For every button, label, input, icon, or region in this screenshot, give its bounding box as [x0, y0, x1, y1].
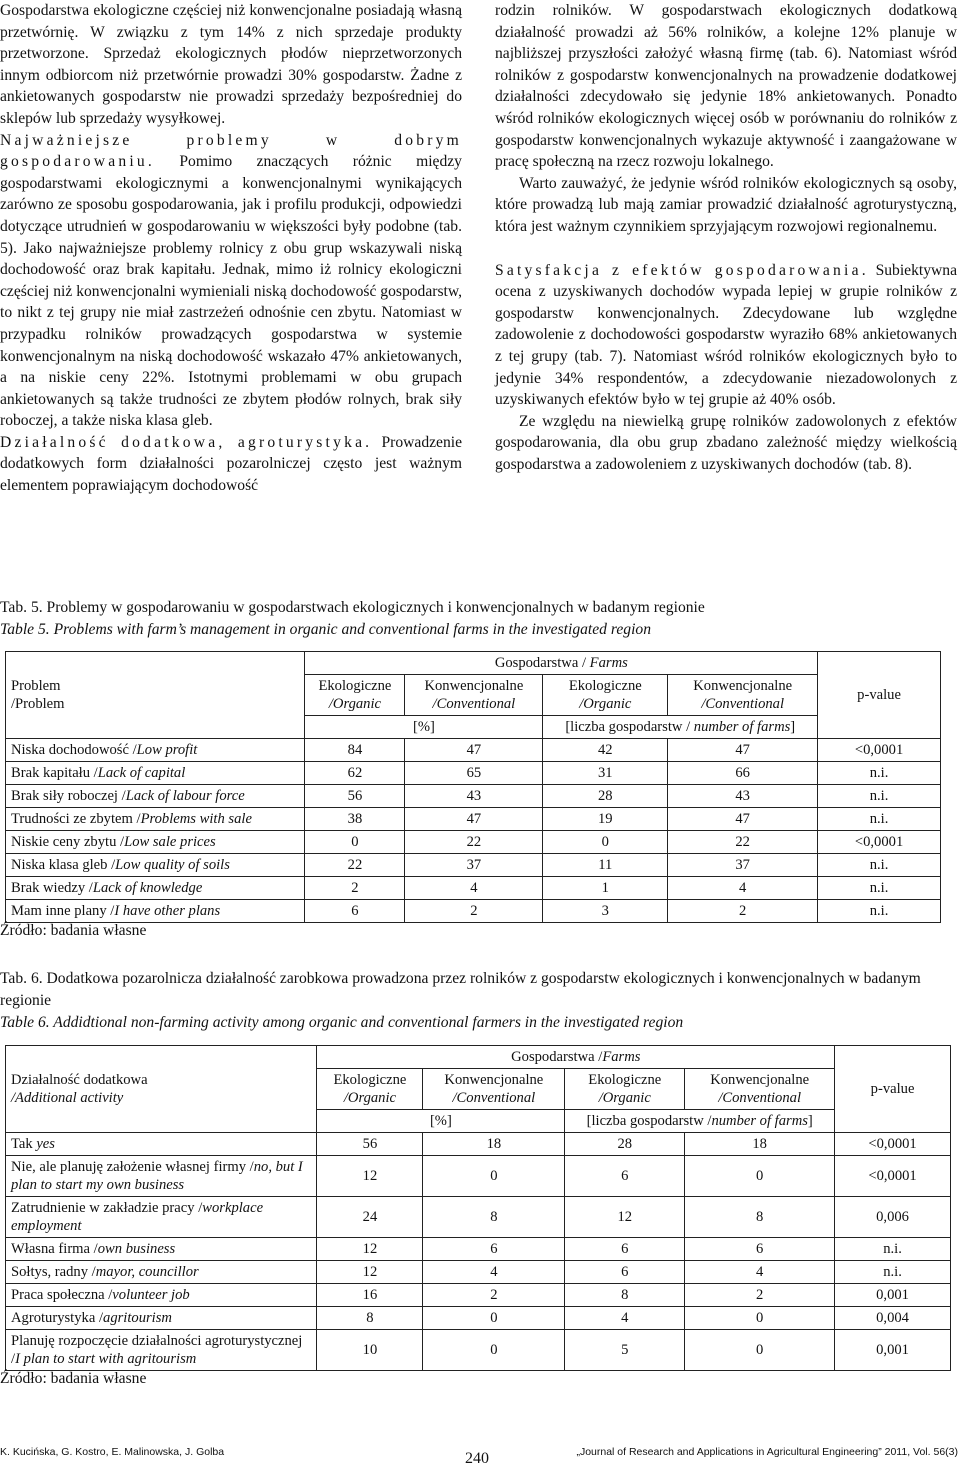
row-label [6, 831, 305, 854]
header-text: Konwencjonalne [444, 1072, 544, 1088]
caption-pl: Tab. 6. Dodatkowa pozarolnicza działalność zarobkowa prowadzona przez rolników z gospodarstw ekologicznych i konwencjonalnych w badanym regionie [0, 970, 921, 1009]
row-label [6, 1330, 317, 1371]
value-cell: 8 [565, 1284, 685, 1307]
table-row [6, 900, 941, 923]
row-label [6, 854, 305, 877]
value-cell: 47 [668, 808, 818, 831]
pvalue-cell: n.i. [818, 762, 941, 785]
row-label-en: Lack of knowledge [92, 880, 203, 896]
header-text: /Organic [328, 696, 382, 712]
header-text: [liczba gospodarstw / [586, 1113, 712, 1129]
pvalue-cell: n.i. [818, 877, 941, 900]
header-text: Gospodarstwa / [511, 1049, 603, 1065]
value-cell: 0 [685, 1156, 835, 1197]
table-row [6, 831, 941, 854]
table-header-row [6, 1046, 951, 1069]
value-cell: 47 [668, 739, 818, 762]
header-text: /Organic [579, 696, 632, 712]
row-label-pl: Brak siły roboczej / [11, 788, 126, 804]
row-label-pl: Własna firma / [11, 1241, 98, 1257]
row-label-en: I plan to start with agritourism [15, 1351, 197, 1367]
value-cell: 38 [305, 808, 405, 831]
header-unit-pct: [%] [305, 716, 543, 739]
value-cell: 2 [305, 877, 405, 900]
value-cell: 4 [668, 877, 818, 900]
table-row [6, 1284, 951, 1307]
table-row [6, 739, 941, 762]
header-eko [317, 1069, 423, 1110]
pvalue-cell: <0,0001 [835, 1156, 951, 1197]
right-column [495, 0, 957, 475]
header-text: Ekologiczne [318, 678, 392, 694]
caption-pl: Tab. 5. Problemy w gospodarowaniu w gospodarstwach ekologicznych i konwencjonalnych w badanym regionie [0, 599, 705, 616]
header-text: /Organic [343, 1090, 397, 1106]
header-text: Farms [602, 1049, 641, 1065]
value-cell: 31 [543, 762, 668, 785]
value-cell: 65 [405, 762, 543, 785]
row-label-en: no, but I plan to start my own business [11, 1159, 303, 1193]
table5-source: Źródło: badania własne [0, 922, 147, 939]
row-label [6, 877, 305, 900]
table-row [6, 1238, 951, 1261]
value-cell: 12 [565, 1197, 685, 1238]
row-label-en: agritourism [103, 1310, 172, 1326]
row-label-en: I have other plans [114, 903, 221, 919]
row-label [6, 1261, 317, 1284]
row-label-pl: Tak [11, 1136, 37, 1152]
value-cell: 0 [423, 1330, 565, 1371]
row-label-en: Low quality of soils [115, 857, 230, 873]
header-unit-count [543, 716, 818, 739]
pvalue-cell: 0,006 [835, 1197, 951, 1238]
header-unit-count [565, 1110, 835, 1133]
table5 [5, 651, 941, 923]
value-cell: 16 [317, 1284, 423, 1307]
value-cell: 6 [565, 1261, 685, 1284]
header-text: Farms [589, 655, 628, 671]
value-cell: 28 [565, 1133, 685, 1156]
pvalue-cell: n.i. [818, 854, 941, 877]
value-cell: 0 [685, 1307, 835, 1330]
row-label-pl: Planuję rozpoczęcie działalności agroturystycznej / [11, 1333, 303, 1367]
header-text: /Conventional [701, 696, 785, 712]
caption-en: Table 5. Problems with farm’s management in organic and conventional farms in the investigated region [0, 621, 651, 638]
header-konw [423, 1069, 565, 1110]
value-cell: 12 [317, 1238, 423, 1261]
value-cell: 0 [305, 831, 405, 854]
row-label-en: Problems with sale [140, 811, 252, 827]
header-eko [305, 675, 405, 716]
row-label [6, 1197, 317, 1238]
row-label-pl: Zatrudnienie w zakładzie pracy / [11, 1200, 203, 1216]
paragraph [0, 432, 462, 497]
header-text: Ekologiczne [588, 1072, 662, 1088]
header-farms [317, 1046, 835, 1069]
header-text: ] [807, 1113, 813, 1129]
table5-body [6, 739, 941, 923]
value-cell: 4 [685, 1261, 835, 1284]
header-text: Konwencjonalne [693, 678, 793, 694]
value-cell: 8 [423, 1197, 565, 1238]
table-row [6, 877, 941, 900]
value-cell: 12 [317, 1156, 423, 1197]
value-cell: 18 [685, 1133, 835, 1156]
header-konw [668, 675, 818, 716]
value-cell: 2 [685, 1284, 835, 1307]
pvalue-cell: n.i. [818, 900, 941, 923]
table-row [6, 1133, 951, 1156]
value-cell: 1 [543, 877, 668, 900]
value-cell: 22 [668, 831, 818, 854]
row-label-pl: Mam inne plany / [11, 903, 115, 919]
header-text: Ekologiczne [568, 678, 642, 694]
section-heading: Satysfakcja z efektów gospodarowania. [495, 261, 869, 279]
value-cell: 2 [668, 900, 818, 923]
pvalue-cell: n.i. [835, 1261, 951, 1284]
value-cell: 2 [405, 900, 543, 923]
table-row [6, 808, 941, 831]
header-text: /Conventional [452, 1090, 536, 1106]
header-unit-pct: [%] [317, 1110, 565, 1133]
value-cell: 5 [565, 1330, 685, 1371]
paragraph-text: Pomimo znaczących różnic między gospodarstwami ekologicznymi a konwencjonalnymi wynikających zarówno ze sposobu gospodarowania, jak i profilu produkcji, odpowiedzi dotyczące utrudnień w gospodarowaniu w większości były podobne (tab. 5). Jako najważniejsze problemy rolnicy z obu grup wskazywali niską dochodowość oraz brak kapitału. Jednak, mimo iż rolnicy ekologiczni częściej niż konwencjonalni wymieniali niską dochodowość gospodarstw, to nikt z tej grupy nie miał zastrzeżeń odnośnie cen zbytu. Natomiast w przypadku rolników prowadzących gospodarstwa w systemie konwencjonalnym na niską dochodowość wskazało 47% ankietowanych, a na niskie ceny 22%. Istotnymi problemami w obu grupach ankietowanych są także trudności ze zbytem płodów rolnych, brak siły roboczej, a także niska klasa gleb. [0, 153, 462, 430]
table-row [6, 1307, 951, 1330]
value-cell: 12 [317, 1261, 423, 1284]
header-text: /Problem [11, 696, 65, 712]
row-label-en: Lack of labour force [125, 788, 245, 804]
value-cell: 56 [317, 1133, 423, 1156]
header-konw [685, 1069, 835, 1110]
value-cell: 4 [405, 877, 543, 900]
header-eko [565, 1069, 685, 1110]
table6 [5, 1045, 951, 1371]
row-label-en: Low sale prices [124, 834, 216, 850]
value-cell: 0 [423, 1156, 565, 1197]
row-label [6, 739, 305, 762]
value-cell: 42 [543, 739, 668, 762]
row-label-pl: Praca społeczna / [11, 1287, 113, 1303]
value-cell: 56 [305, 785, 405, 808]
value-cell: 0 [423, 1307, 565, 1330]
header-text: Konwencjonalne [710, 1072, 810, 1088]
row-label-en: Lack of capital [97, 765, 186, 781]
row-label-pl: Sołtys, radny / [11, 1264, 96, 1280]
pvalue-cell: n.i. [818, 808, 941, 831]
spacer [495, 238, 957, 260]
value-cell: 0 [543, 831, 668, 854]
header-eko [543, 675, 668, 716]
row-label [6, 808, 305, 831]
header-activity [6, 1046, 317, 1133]
value-cell: 19 [543, 808, 668, 831]
table-row [6, 762, 941, 785]
header-text: number of farms [711, 1113, 808, 1129]
header-text: /Conventional [432, 696, 516, 712]
row-label [6, 1133, 317, 1156]
value-cell: 6 [565, 1156, 685, 1197]
value-cell: 6 [423, 1238, 565, 1261]
section-heading: Najważniejsze problemy w dobrym gospodarowaniu. [0, 131, 462, 171]
pvalue-cell: <0,0001 [835, 1133, 951, 1156]
paragraph: Ze względu na niewielką grupę rolników zadowolonych z efektów gospodarowania, dla obu grup zbadano zależność między wielkością gospodarstwa a zadowoleniem z uzyskiwanych dochodów (tab. 8). [495, 412, 957, 473]
value-cell: 22 [305, 854, 405, 877]
pvalue-cell: n.i. [818, 785, 941, 808]
row-label-pl: Agroturystyka / [11, 1310, 104, 1326]
pvalue-cell: <0,0001 [818, 831, 941, 854]
value-cell: 84 [305, 739, 405, 762]
value-cell: 43 [668, 785, 818, 808]
pvalue-cell: n.i. [835, 1238, 951, 1261]
row-label-en: mayor, councillor [95, 1264, 199, 1280]
paragraph [495, 260, 957, 411]
header-text: Konwencjonalne [424, 678, 524, 694]
table6-source: Źródło: badania własne [0, 1370, 147, 1387]
table5-caption [0, 597, 958, 641]
section-heading: Działalność dodatkowa, agroturystyka. [0, 433, 373, 451]
row-label-pl: Niska klasa gleb / [11, 857, 116, 873]
header-pvalue: p-value [835, 1046, 951, 1133]
value-cell: 37 [405, 854, 543, 877]
header-text: /Additional activity [11, 1090, 124, 1106]
value-cell: 0 [685, 1330, 835, 1371]
value-cell: 6 [565, 1238, 685, 1261]
value-cell: 62 [305, 762, 405, 785]
paragraph-text: Subiektywna ocena z uzyskiwanych dochodów wypada lepiej w grupie rolników z gospodarstw konwencjonalnych. Zdecydowane lub względne zadowolenie z dochodowości gospodarstw wyraziło 68% ankietowanych z tej grupy (tab. 7). Natomiast wśród rolników ekologicznych było to jedynie 34% respondentów, a zdecydowanie niezadowolonych z uzyskiwanych efektów było w tej grupie aż 40% osób. [495, 261, 957, 409]
header-text: Problem [11, 678, 61, 694]
row-label-pl: Trudności ze zbytem / [11, 811, 141, 827]
value-cell: 24 [317, 1197, 423, 1238]
paragraph-text: Prowadzenie dodatkowych form działalności pozarolniczej często jest ważnym elementem poprawiającym dochodowość [0, 433, 463, 495]
value-cell: 6 [305, 900, 405, 923]
pvalue-cell: 0,001 [835, 1284, 951, 1307]
row-label-pl: Brak wiedzy / [11, 880, 93, 896]
value-cell: 18 [423, 1133, 565, 1156]
value-cell: 8 [317, 1307, 423, 1330]
header-text: ] [790, 719, 796, 735]
value-cell: 66 [668, 762, 818, 785]
pvalue-cell: <0,0001 [818, 739, 941, 762]
row-label-en: volunteer job [112, 1287, 190, 1303]
left-column [0, 0, 462, 497]
value-cell: 2 [423, 1284, 565, 1307]
row-label-en: Low profit [136, 742, 198, 758]
value-cell: 37 [668, 854, 818, 877]
value-cell: 28 [543, 785, 668, 808]
row-label [6, 1307, 317, 1330]
table-row [6, 1156, 951, 1197]
row-label-en: own business [97, 1241, 176, 1257]
header-text: Gospodarstwa / [494, 655, 587, 671]
header-text: [liczba gospodarstw / [565, 719, 691, 735]
row-label-pl: Niskie ceny zbytu / [11, 834, 125, 850]
value-cell: 10 [317, 1330, 423, 1371]
value-cell: 47 [405, 739, 543, 762]
row-label-en: workplace employment [11, 1200, 264, 1234]
pvalue-cell: 0,004 [835, 1307, 951, 1330]
row-label [6, 1284, 317, 1307]
pvalue-cell: 0,001 [835, 1330, 951, 1371]
value-cell: 6 [685, 1238, 835, 1261]
value-cell: 43 [405, 785, 543, 808]
table-row [6, 1261, 951, 1284]
table-row [6, 785, 941, 808]
table-header-row [6, 652, 941, 675]
header-text: number of farms [693, 719, 791, 735]
value-cell: 22 [405, 831, 543, 854]
table6-body [6, 1133, 951, 1371]
paragraph: Warto zauważyć, że jedynie wśród rolników ekologicznych są osoby, które prowadzą lub mają zamiar prowadzić działalność agroturystyczną, która jest ważnym czynnikiem sprzyjającym rozwojowi regionalnemu. [495, 174, 957, 235]
value-cell: 4 [423, 1261, 565, 1284]
header-text: Ekologiczne [333, 1072, 407, 1088]
table-row [6, 1197, 951, 1238]
value-cell: 11 [543, 854, 668, 877]
paragraph: rodzin rolników. W gospodarstwach ekologicznych dodatkową działalność prowadzi aż 56% rolników, a kolejne 12% planuje w najbliższej przyszłości założyć własną firmę (tab. 6). Natomiast wśród rolników z gospodarstw konwencjonalnych na prowadzenie dodatkowej działalności zdecydowało się jedynie 18% ankietowanych. Ponadto wśród rolników ekologicznych więcej osób w porównaniu do rolników z gospodarstw konwencjonalnych wykazuje aktywność i zaangażowane w pracę społeczną na rzecz rozwoju lokalnego. [495, 2, 957, 171]
row-label-en: yes [36, 1136, 55, 1152]
paragraph [0, 130, 462, 432]
row-label [6, 1238, 317, 1261]
footer-journal: „Journal of Research and Applications in Agricultural Engineering” 2011, Vol. 56(3) [576, 1446, 958, 1458]
table-row [6, 1330, 951, 1371]
row-label [6, 785, 305, 808]
header-text: /Conventional [718, 1090, 802, 1106]
value-cell: 3 [543, 900, 668, 923]
paragraph: Gospodarstwa ekologiczne częściej niż konwencjonalne posiadają własną przetwórnię. W związku z tym 14% z nich sprzedaje produkty przetworzone. Sprzedaż ekologicznych płodów nieprzetworzonych innym odbiorcom niż przetwórnie prowadzi 30% gospodarstw. Żadne z ankietowanych gospodarstw nie prowadzi sprzedaży bezpośredniej do sklepów lub sprzedaży wysyłkowej. [0, 2, 462, 127]
row-label [6, 900, 305, 923]
caption-en: Table 6. Addidtional non-farming activity among organic and conventional farmers in the investigated region [0, 1014, 684, 1031]
footer-authors: K. Kucińska, G. Kostro, E. Malinowska, J. Golba [0, 1446, 225, 1458]
value-cell: 47 [405, 808, 543, 831]
row-label-pl: Niska dochodowość / [11, 742, 137, 758]
header-text: /Organic [598, 1090, 651, 1106]
value-cell: 8 [685, 1197, 835, 1238]
header-pvalue: p-value [818, 652, 941, 739]
header-problem [6, 652, 305, 739]
row-label-pl: Brak kapitału / [11, 765, 98, 781]
table6-caption [0, 968, 958, 1034]
header-konw [405, 675, 543, 716]
table-row [6, 854, 941, 877]
row-label [6, 1156, 317, 1197]
header-farms [305, 652, 818, 675]
page-number: 240 [465, 1450, 489, 1467]
row-label-pl: Nie, ale planuję założenie własnej firmy / [11, 1159, 254, 1175]
row-label [6, 762, 305, 785]
value-cell: 4 [565, 1307, 685, 1330]
header-text: Działalność dodatkowa [11, 1072, 148, 1088]
